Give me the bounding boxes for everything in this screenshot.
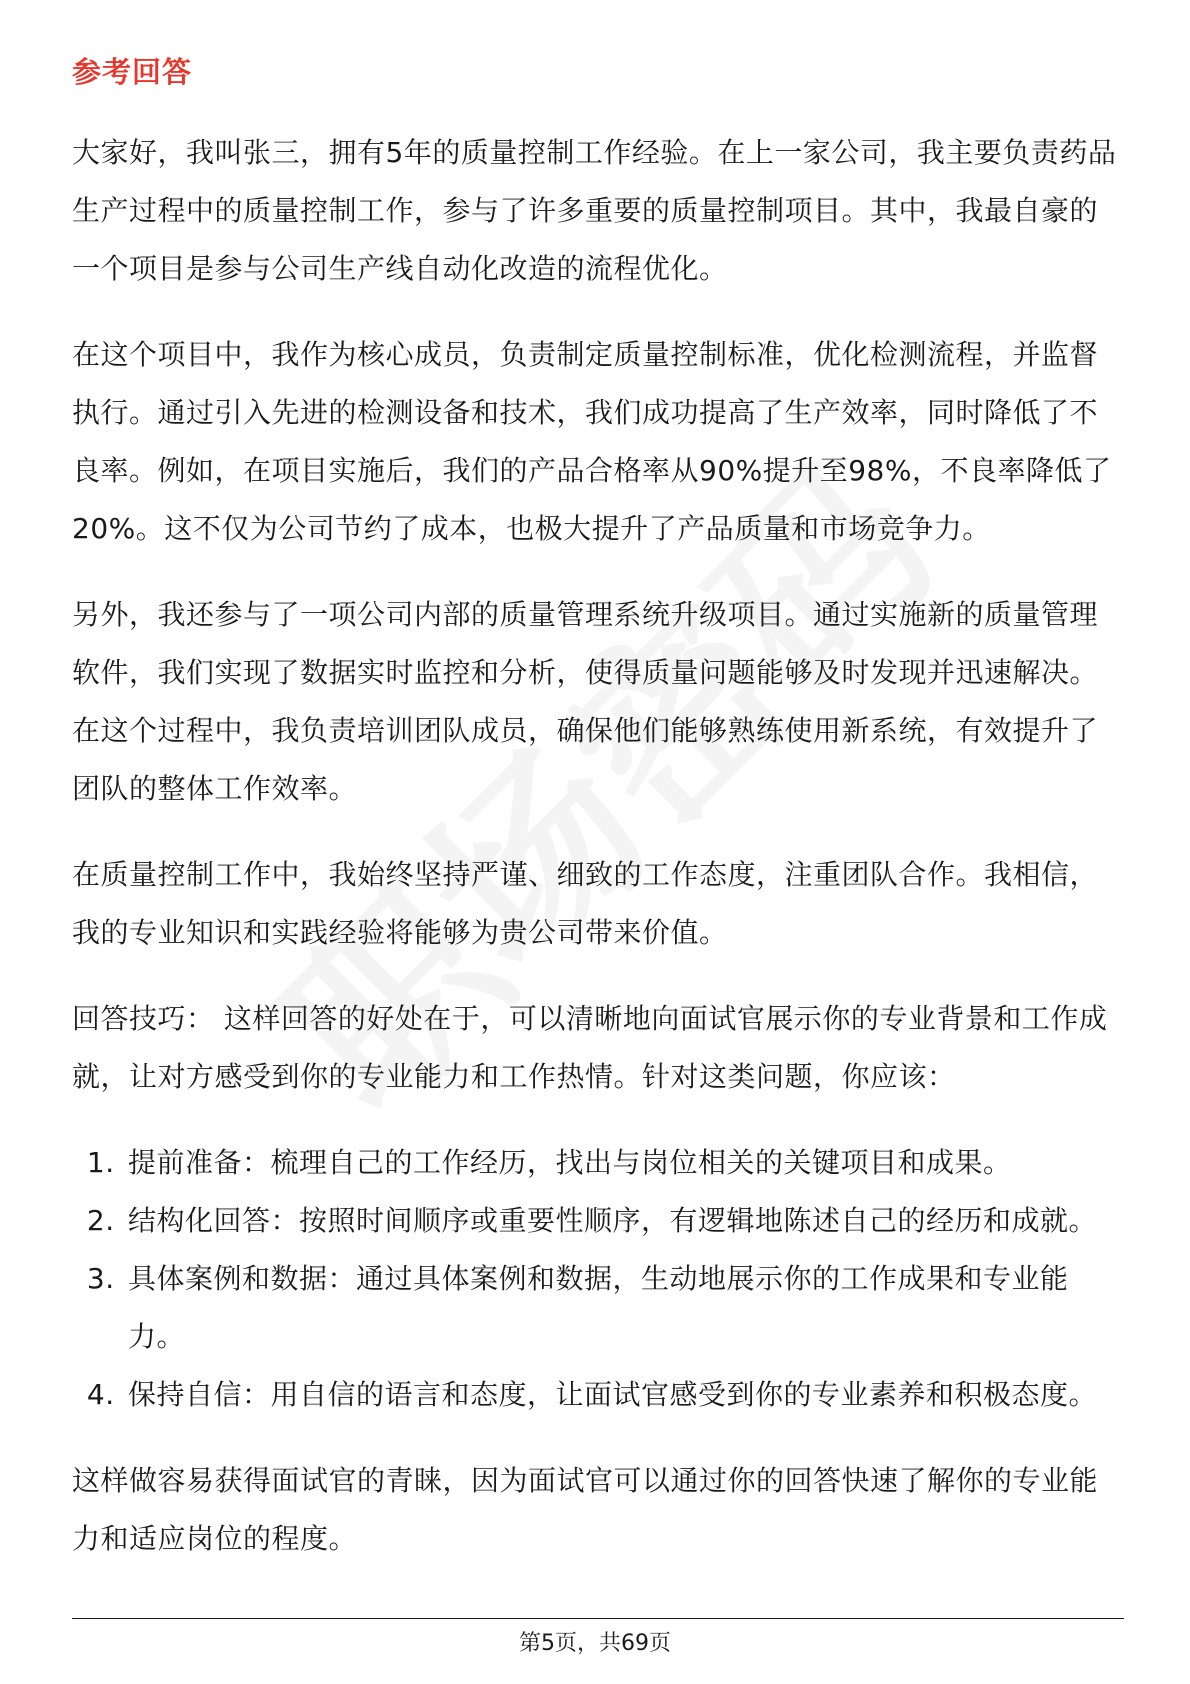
answer-paragraph-2: 在这个项目中，我作为核心成员，负责制定质量控制标准，优化检测流程，并监督执行。通过引入先进的检测设备和技术，我们成功提高了生产效率，同时降低了不良率。例如，在项目实施后，我们的产品合格率从90%提升至98%，不良率降低了20%。这不仅为公司节约了成本，也极大提升了产品质量和市场竞争力。 (72, 338, 1112, 545)
list-item: 3. 具体案例和数据：通过具体案例和数据，生动地展示你的工作成果和专业能力。 (124, 1250, 1122, 1366)
page-number: 第5页，共69页 (519, 1631, 671, 1656)
list-item: 1. 提前准备：梳理自己的工作经历，找出与岗位相关的关键项目和成果。 (124, 1134, 1122, 1192)
document-body (72, 50, 1122, 1596)
answer-paragraph-1: 大家好，我叫张三，拥有5年的质量控制工作经验。在上一家公司，我主要负责药品生产过程中的质量控制工作，参与了许多重要的质量控制项目。其中，我最自豪的一个项目是参与公司生产线自动化改造的流程优化。 (72, 136, 1117, 285)
section-heading: 参考回答 (72, 55, 193, 89)
closing-paragraph: 这样做容易获得面试官的青睐，因为面试官可以通过你的回答快速了解你的专业能力和适应岗位的程度。 (72, 1464, 1099, 1555)
answer-paragraph-3: 另外，我还参与了一项公司内部的质量管理系统升级项目。通过实施新的质量管理软件，我们实现了数据实时监控和分析，使得质量问题能够及时发现并迅速解决。在这个过程中，我负责培训团队成员，确保他们能够熟练使用新系统，有效提升了团队的整体工作效率。 (72, 598, 1099, 805)
list-item: 4. 保持自信：用自信的语言和态度，让面试官感受到你的专业素养和积极态度。 (124, 1366, 1122, 1424)
answer-paragraph-4: 在质量控制工作中，我始终坚持严谨、细致的工作态度，注重团队合作。我相信，我的专业知识和实践经验将能够为贵公司带来价值。 (72, 858, 1099, 949)
list-item: 2. 结构化回答：按照时间顺序或重要性顺序，有逻辑地陈述自己的经历和成就。 (124, 1192, 1122, 1250)
tips-list (72, 1134, 1122, 1424)
tips-intro-paragraph: 回答技巧： 这样回答的好处在于，可以清晰地向面试官展示你的专业背景和工作成就，让对方感受到你的专业能力和工作热情。针对这类问题，你应该： (72, 1002, 1108, 1093)
footer-divider (72, 1618, 1124, 1619)
